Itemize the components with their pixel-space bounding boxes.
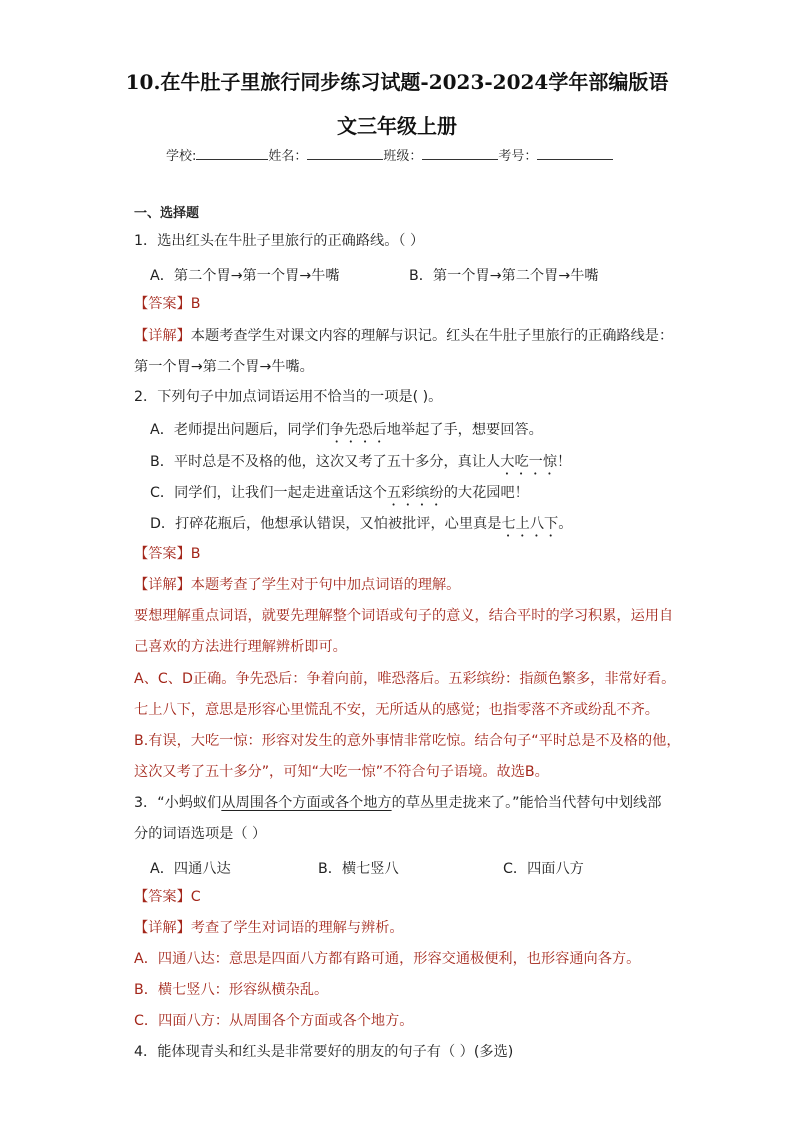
question-2: 2．下列句子中加点词语运用不恰当的一项是( )。 <box>134 389 443 405</box>
q1-detail-text: 本题考查学生对课文内容的理解与识记。红头在牛肚子里旅行的正确路线是： <box>190 328 674 344</box>
q2-a-post: 地举起了手，想要回答。 <box>386 422 543 438</box>
q3-post: 的草丛里走拢来了。”能恰当代替句中划线部 <box>391 795 662 811</box>
q2-d-pre: D．打碎花瓶后，他想承认错误，又怕被批评，心里真是 <box>150 516 502 532</box>
q3-detail-a: A．四通八达：意思是四面八方都有路可通，形容交通极便利，也形容通向各方。 <box>134 951 641 967</box>
q2-b-dotted-word: 大吃一惊 <box>500 454 558 470</box>
page-title-line-2: 文三年级上册 <box>337 114 457 138</box>
q3-answer: 【答案】C <box>134 889 201 905</box>
q3-detail-label: 【详解】 <box>134 920 191 936</box>
q2-detail-line-4: A、C、D正确。争先恐后：争着向前，唯恐落后。五彩缤纷：指颜色繁多，非常好看。 <box>134 671 676 687</box>
student-info-row <box>166 145 613 164</box>
class-blank[interactable] <box>422 147 498 160</box>
q2-detail-line-5: 七上八下，意思是形容心里慌乱不安，无所适从的感觉；也指零落不齐或纷乱不齐。 <box>134 702 659 718</box>
q2-c-pre: C．同学们，让我们一起走进童话这个 <box>150 485 387 501</box>
q2-answer: 【答案】B <box>134 546 201 562</box>
q2-option-b <box>150 454 571 478</box>
q1-detail-line-1 <box>134 329 673 343</box>
q3-detail-c: C．四面八方：从周围各个方面或各个地方。 <box>134 1013 414 1029</box>
name-blank[interactable] <box>307 147 383 160</box>
q2-d-dotted-word: 七上八下 <box>501 516 559 532</box>
page-title-line-1: 10.在牛肚子里旅行同步练习试题-2023-2024学年部编版语 <box>125 70 669 94</box>
q3-underlined-phrase: 从周围各个方面或各个地方 <box>221 795 392 811</box>
q2-option-a <box>150 422 543 446</box>
q3-option-c: C．四面八方 <box>503 861 584 877</box>
question-1: 1．选出红头在牛肚子里旅行的正确路线。（ ） <box>134 233 425 249</box>
q2-b-post: ！ <box>557 454 572 470</box>
school-blank[interactable] <box>196 147 268 160</box>
q2-option-c <box>150 485 529 509</box>
q2-detail-line-7: 这次又考了五十多分”，可知“大吃一惊”不符合句子语境。故选B。 <box>134 764 549 780</box>
q3-detail-text: 考查了学生对词语的理解与辨析。 <box>190 920 404 936</box>
exam-no-label: 考号： <box>498 149 538 164</box>
q1-option-a: A．第二个胃→第一个胃→牛嘴 <box>150 268 340 284</box>
exam-no-blank[interactable] <box>537 147 613 160</box>
q3-option-b: B．横七竖八 <box>318 861 399 877</box>
q2-a-dotted-word: 争先恐后 <box>329 422 387 438</box>
q2-d-post: 。 <box>558 516 573 532</box>
q2-c-post: 的大花园吧！ <box>443 485 529 501</box>
q1-answer: 【答案】B <box>134 296 201 312</box>
q2-b-pre: B．平时总是不及格的他，这次又考了五十多分，真让人 <box>150 454 501 470</box>
name-label: 姓名： <box>268 149 308 164</box>
question-3 <box>134 796 661 810</box>
q3-detail-b: B．横七竖八：形容纵横杂乱。 <box>134 982 329 998</box>
school-label: 学校: <box>166 149 197 164</box>
class-label: 班级： <box>383 149 423 164</box>
q2-detail-line-6: B.有误，大吃一惊：形容对发生的意外事情非常吃惊。结合句子“平时总是不及格的他， <box>134 733 681 749</box>
q3-detail-line-1 <box>134 921 404 935</box>
q1-detail-label: 【详解】 <box>134 328 191 344</box>
q2-a-pre: A．老师提出问题后，同学们 <box>150 422 330 438</box>
q1-option-b: B．第一个胃→第二个胃→牛嘴 <box>409 268 599 284</box>
q2-detail-line-1 <box>134 578 460 592</box>
q1-detail-line-2: 第一个胃→第二个胃→牛嘴。 <box>134 359 314 375</box>
q2-option-d <box>150 516 572 540</box>
section-title: 一、选择题 <box>134 206 200 221</box>
q3-option-a: A．四通八达 <box>150 861 231 877</box>
q3-pre: 3．“小蚂蚁们 <box>134 795 222 811</box>
q2-detail-line-3: 己喜欢的方法进行理解辨析即可。 <box>134 639 347 655</box>
q2-detail-line-2: 要想理解重点词语，就要先理解整个词语或句子的意义，结合平时的学习积累，运用自 <box>134 608 674 624</box>
question-4: 4．能体现青头和红头是非常要好的朋友的句子有（ ）(多选) <box>134 1044 514 1060</box>
q2-detail-label: 【详解】 <box>134 577 191 593</box>
question-3-line-2: 分的词语选项是（ ） <box>134 826 267 842</box>
q2-c-dotted-word: 五彩缤纷 <box>386 485 444 501</box>
q2-detail-text: 本题考查了学生对于句中加点词语的理解。 <box>190 577 461 593</box>
